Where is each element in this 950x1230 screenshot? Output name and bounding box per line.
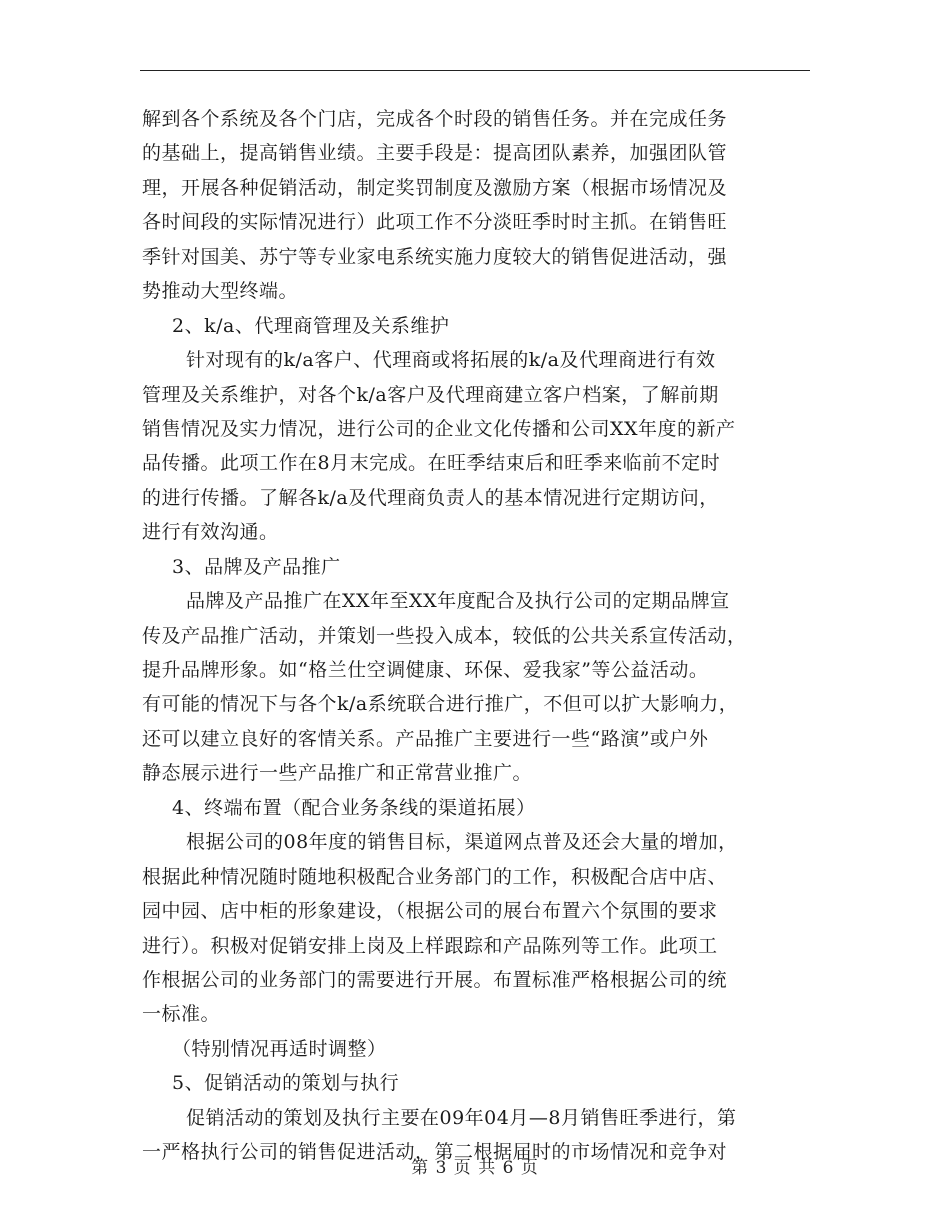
text-line: 提升品牌形象。如“格兰仕空调健康、环保、爱我家”等公益活动。 [142,659,709,681]
text-line: 季针对国美、苏宁等专业家电系统实施力度较大的销售促进活动，强 [142,245,728,268]
text-line: 作根据公司的业务部门的需要进行开展。布置标准严格根据公司的统 [142,968,728,991]
text-line: 管理及关系维护，对各个k/a客户及代理商建立客户档案，了解前期 [142,383,719,406]
text-line: 各时间段的实际情况进行）此项工作不分淡旺季时时主抓。在销售旺 [142,211,728,234]
document-body [142,102,810,1170]
text-line: 传及产品推广活动，并策划一些投入成本，较低的公共关系宣传活动， [142,624,747,647]
text-line: 一标准。 [142,1003,221,1026]
text-line: 解到各个系统及各个门店，完成各个时段的销售任务。并在完成任务 [142,108,728,130]
text-line: 的进行传播。了解各k/a及代理商负责人的基本情况进行定期访问， [142,486,719,509]
section-heading: 3、品牌及产品推广 [172,555,341,578]
header-rule [140,70,810,71]
text-line: 静态展示进行一些产品推广和正常营业推广。 [142,762,533,785]
text-line: 的基础上，提高销售业绩。主要手段是：提高团队素养，加强团队管 [142,142,728,165]
text-line: 销售情况及实力情况，进行公司的企业文化传播和公司XX年度的新产 [142,417,736,440]
section-heading: 2、k/a、代理商管理及关系维护 [172,314,450,337]
paragraph-start-line: 品牌及产品推广在XX年至XX年度配合及执行公司的定期品牌宣 [186,590,730,613]
text-line: 园中园、店中柜的形象建设，（根据公司的展台布置六个氛围的要求 [142,900,718,923]
text-line: 进行）。积极对促销安排上岗及上样跟踪和产品陈列等工作。此项工 [142,934,718,957]
page-footer: 第 3 页 共 6 页 [411,1158,539,1178]
note-line: （特别情况再适时调整） [172,1037,387,1060]
paragraph-start-line: 根据公司的08年度的销售目标，渠道网点普及还会大量的增加， [186,831,738,854]
text-line: 还可以建立良好的客情关系。产品推广主要进行一些“路演”或户外 [142,727,709,750]
section-heading: 4、终端布置（配合业务条线的渠道拓展） [172,796,536,819]
paragraph-start-line: 促销活动的策划及执行主要在09年04月—8月销售旺季进行，第 [186,1106,737,1129]
section-heading: 5、促销活动的策划与执行 [172,1072,400,1095]
text-line: 势推动大型终端。 [142,280,299,303]
paragraph-start-line: 针对现有的k/a客户、代理商或将拓展的k/a及代理商进行有效 [186,349,716,372]
text-line: 一严格执行公司的销售促进活动，第二根据届时的市场情况和竞争对 [142,1141,728,1164]
text-line: 有可能的情况下与各个k/a系统联合进行推广，不但可以扩大影响力， [142,693,739,716]
text-line: 理，开展各种促销活动，制定奖罚制度及激励方案（根据市场情况及 [142,176,728,199]
text-line: 进行有效沟通。 [142,521,279,544]
text-line: 品传播。此项工作在8月末完成。在旺季结束后和旺季来临前不定时 [142,452,721,475]
text-line: 根据此种情况随时随地积极配合业务部门的工作，积极配合店中店、 [142,865,728,888]
